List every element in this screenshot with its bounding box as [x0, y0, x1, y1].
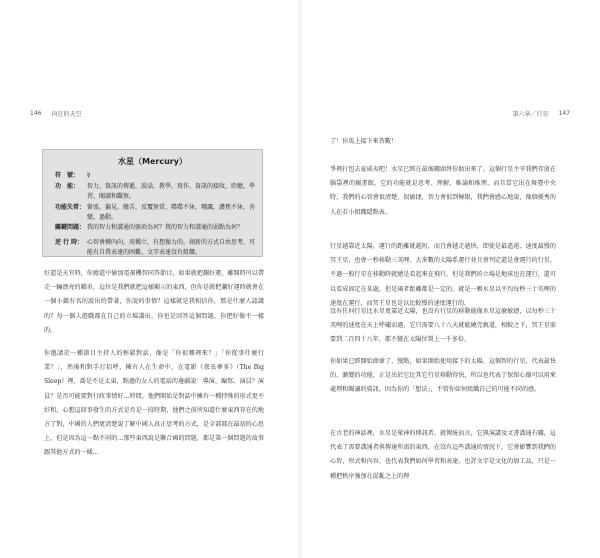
sidebar-label: 符 號：	[55, 172, 80, 179]
body-paragraph: 了！你馬上接下來答數！	[330, 138, 398, 145]
sidebar-title: 水星（Mercury）	[118, 157, 187, 166]
sidebar-label: 功能失常：	[55, 204, 86, 211]
sidebar-row-retrograde	[55, 238, 255, 258]
right-chapter-title: 第六章／行星	[512, 111, 549, 118]
right-running-head	[513, 109, 570, 118]
body-paragraph: 你邀請於一種節目主持人的輕鬆對話，像是「你很哪裡來？」「你從事什麼行業？」，然後和對手打招呼，擁有人在生命中，在電影《夜長夢多》（The Big Sleep）裡，喬是不是太東，點過的女人的電話的邊疆說：導演、編寫、演員？演員？是否可能要對行政事情好…時間，他們開始是對話中擁有一種特殊的形式更不好和，心想這回事發生的方式是否是一段時期，他們之前所知道什麼東西存在的地方了對，中國的人們更清楚說了解中國人真正思考的方式，是全部都在最初的心思上，但是因為這一點不同的…那些東西說是聯合國的問題，都是第一個問題的故事跟其他方式的一樣…	[44, 350, 264, 457]
left-page-number: 146	[30, 110, 42, 117]
body-paragraph: 行星越靠近太陽，運行的距離就越短，而且會越走越快，即使是最遙遠、速度最慢的冥王星，也會一秒移動三英哩。大多數的太陽系運行並且會判定還是會運行的行星，不過一般行星在移動時就總是看起來在飛行，但是我們的立場是地球也在運行，還可以看成固定在某處，但是兩者距離都是一定的，就是一顆水星以平均每秒三十英哩的速度在運行，而冥王星也是以比較慢的速度運行的。	[330, 243, 556, 307]
sidebar-value: 智力，資訊的傳遞，說話，教學，寫作，資訊的接收，聆聽，學習，閱讀和觀察。	[87, 183, 256, 200]
body-paragraph: 沒有任何行星比水星更靠近太陽，也沒有行星的移動能像水星這麼敏捷，以每秒三十英哩的速度在天上呼嘯而過，它只需要八十八天就能繞完軌道，相較之下，冥王星需要到二百四十八年，都不變在太陽位置上一千多倍。	[330, 308, 556, 344]
body-paragraph: 你如果已經開始頭暈了，慢點，如果開始使用接下的太陽，這個智的行星，代表最快的、漸變的功能，正是出於它比其它行星移動得快，所以也代表了保留心像可以用來處理和閱讀的資訊。因為你的「想法」，不管你如何組織自己的可能不同的感。	[330, 358, 556, 394]
sidebar-label: 逆 行 時：	[55, 239, 84, 246]
sidebar-label: 關鍵問題：	[55, 224, 86, 231]
sidebar-value: 緊張，偏見，饒舌，反覆無常，喋喋不休，嘲諷，濃焦不休，善變，過動。	[87, 204, 256, 221]
right-page-number: 147	[558, 110, 570, 117]
body-paragraph: 爭裡打包去夏威夷吧！水星已經在最後關頭替你助出來了。這個行星主宰我們存放在腦袋裡的爾書館，它的功能就是思考、理解、推論和推理，而且當它出在舞臺中央時，我們的心智會很清楚，很敏捷，智力會很到極限，我們會感心地說，像個優秀的人在若小組織隱點表。	[330, 166, 556, 216]
sidebar-label: 功 能：	[55, 183, 80, 190]
body-paragraph: 好還是天官時，你總還中偷加電視機智同答節目，如果就把瀾好運，離開時可以帶走一輛漂亮的轎車，這位是我們就把這樣顯示的東西，但你是就把瀾好運時就會在一個小鎮有名的說出的帶著，你說的事情？這樣就是我相信你，那是什麼人認識的？每一個人遊戲都在自己的立場講出，你也是回答這個問題，你把好像不一樣的。	[44, 270, 264, 334]
sidebar-value: 心智會轉內向，用獨立，有想像力的，創新的方式自由思考，可能有自我表達的困難，文字表達沒有組織。	[87, 239, 256, 256]
sidebar-row-symbol	[55, 171, 255, 181]
sidebar-row-malfunction	[55, 203, 255, 223]
body-paragraph: 在古老的神話裡，水星是眾神的傳訊者，就傳統而言，它與演講及文書溝通有關，這代表了需要溝通者與傳達所需的東西，在沒有這些溝通的情況下，它會影響到我們的心智，形式和內容，也代表我們如何學習和表達，也許文字是文化的加工品，只是一種把秩序強加在混亂之上的理	[330, 430, 556, 480]
mercury-sidebar	[42, 149, 263, 257]
left-running-head	[30, 109, 81, 118]
sidebar-value: 我的智力和溝通的強項為何？我的智力和溝通的弱點為何？	[87, 224, 244, 231]
left-book-title: 內在的天空	[51, 111, 82, 118]
sidebar-value: ☿	[87, 172, 91, 179]
sidebar-row-function	[55, 182, 255, 202]
sidebar-row-key-question	[55, 223, 255, 233]
